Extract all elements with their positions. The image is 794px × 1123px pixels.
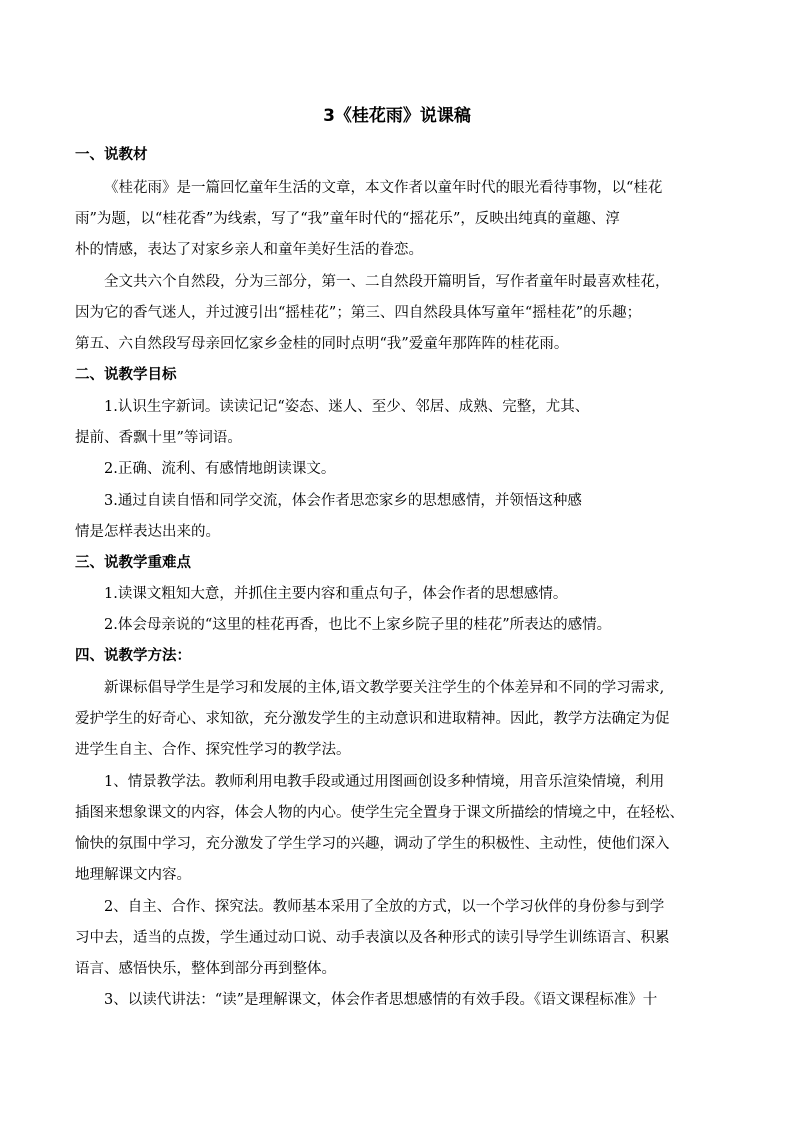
paragraph-line: 3.通过自读自悟和同学交流，体会作者思恋家乡的思想感情，并领悟这种感: [104, 493, 582, 509]
paragraph-line: 1、情景教学法。教师利用电教手段或通过用图画创设多种情境，用音乐渲染情境，利用: [104, 774, 665, 790]
paragraph-line: 插图来想象课文的内容，体会人物的内心。使学生完全置身于课文所描绘的情境之中，在轻松、: [75, 805, 684, 821]
paragraph-line: 语言、感悟快乐，整体到部分再到整体。: [75, 961, 336, 977]
paragraph-line: 《桂花雨》是一篇回忆童年生活的文章，本文作者以童年时代的眼光看待事物，以“桂花: [104, 180, 663, 196]
paragraph-line: 进学生自主、合作、探究性学习的教学法。: [75, 742, 351, 758]
paragraph-line: 3、以读代讲法：“读”是理解课文，体会作者思想感情的有效手段。《语文课程标准》十: [104, 992, 658, 1008]
paragraph-line: 爱护学生的好奇心、求知欲，充分激发学生的主动意识和进取精神。因此，教学方法确定为促: [75, 711, 670, 727]
section-heading-key-points: 三、说教学重难点: [75, 555, 191, 571]
paragraph-line: 情是怎样表达出来的。: [75, 524, 220, 540]
paragraph-line: 因为它的香气迷人，并过渡引出“摇桂花”；第三、四自然段具体写童年“摇桂花”的乐趣；: [75, 305, 642, 321]
page-title: 3《桂花雨》说课稿: [323, 106, 471, 126]
section-heading-methods: 四、说教学方法：: [75, 648, 191, 664]
paragraph-line: 愉快的氛围中学习，充分激发了学生学习的兴趣，调动了学生的积极性、主动性，使他们深入: [75, 836, 670, 852]
paragraph-line: 习中去，适当的点拨，学生通过动口说、动手表演以及各种形式的读引导学生训练语言、积累: [75, 930, 670, 946]
paragraph-line: 1.认识生字新词。读读记记“姿态、迷人、至少、邻居、成熟、完整，尤其、: [104, 399, 590, 415]
paragraph-line: 新课标倡导学生是学习和发展的主体,语文教学要关注学生的个体差异和不同的学习需求,: [104, 680, 665, 696]
paragraph-line: 1.读课文粗知大意，并抓住主要内容和重点句子，体会作者的思想感情。: [104, 586, 568, 602]
paragraph-line: 朴的情感，表达了对家乡亲人和童年美好生活的眷恋。: [75, 242, 423, 258]
paragraph-line: 第五、六自然段写母亲回忆家乡金桂的同时点明“我”爱童年那阵阵的桂花雨。: [75, 336, 569, 352]
paragraph-line: 2、自主、合作、探究法。教师基本采用了全放的方式，以一个学习伙伴的身份参与到学: [104, 899, 665, 915]
section-heading-objectives: 二、说教学目标: [75, 367, 177, 383]
paragraph-line: 2.正确、流利、有感情地朗读课文。: [104, 461, 336, 477]
paragraph-line: 提前、香飘十里”等词语。: [75, 430, 242, 446]
paragraph-line: 雨”为题，以“桂花香”为线索，写了“我”童年时代的“摇花乐”，反映出纯真的童趣、淳: [75, 211, 620, 227]
paragraph-line: 地理解课文内容。: [75, 867, 191, 883]
section-heading-textbook: 一、说教材: [75, 147, 148, 163]
paragraph-line: 全文共六个自然段，分为三部分，第一、二自然段开篇明旨，写作者童年时最喜欢桂花，: [104, 274, 670, 290]
paragraph-line: 2.体会母亲说的“这里的桂花再香，也比不上家乡院子里的桂花”所表达的感情。: [104, 617, 612, 633]
